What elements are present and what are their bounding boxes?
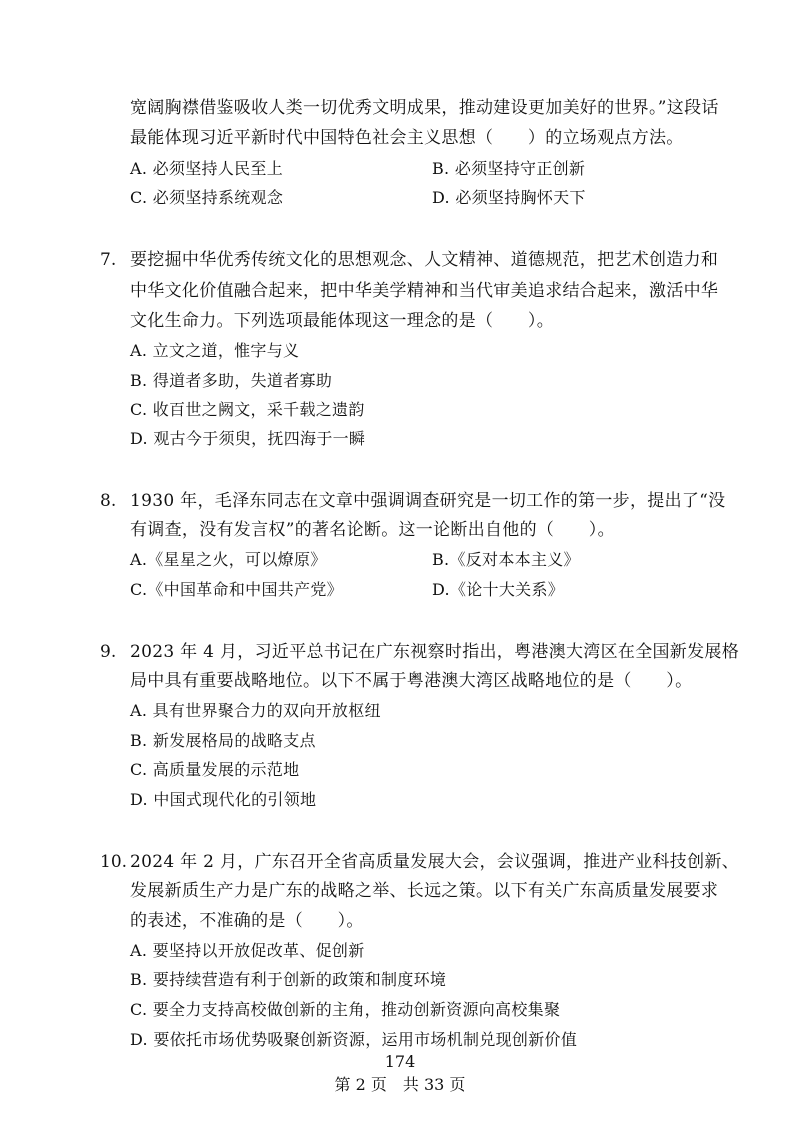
- page-info: 第 2 页 共 33 页: [334, 1075, 466, 1094]
- intro-option-d: D. 必须坚持胸怀天下: [432, 188, 586, 207]
- question-9-number: 9.: [100, 642, 117, 662]
- question-10-option-d: D. 要依托市场优势吸聚创新资源，运用市场机制兑现创新价值: [130, 1030, 578, 1049]
- question-7-option-d: D. 观古今于须臾，抚四海于一瞬: [130, 429, 366, 448]
- question-7-line-2: 中华文化价值融合起来，把中华美学精神和当代审美追求结合起来，激活中华: [130, 281, 719, 301]
- intro-option-a: A. 必须坚持人民至上: [130, 159, 284, 178]
- intro-line-1: 宽阔胸襟借鉴吸收人类一切优秀文明成果，推动建设更加美好的世界。”这段话: [130, 98, 719, 118]
- question-7-line-1: 要挖掘中华优秀传统文化的思想观念、人文精神、道德规范，把艺术创造力和: [130, 250, 719, 270]
- question-10-line-1: 2024 年 2 月，广东召开全省高质量发展大会，会议强调，推进产业科技创新、: [130, 852, 739, 872]
- question-10-option-b: B. 要持续营造有利于创新的政策和制度环境: [130, 970, 447, 989]
- question-7-option-a: A. 立文之道，惟字与义: [130, 341, 300, 360]
- question-8-option-c: C.《中国革命和中国共产党》: [130, 580, 343, 599]
- question-9-option-c: C. 高质量发展的示范地: [130, 760, 300, 779]
- question-7-line-3: 文化生命力。下列选项最能体现这一理念的是（ ）。: [130, 311, 554, 331]
- question-10-number: 10.: [100, 852, 128, 872]
- question-9-line-1: 2023 年 4 月，习近平总书记在广东视察时指出，粤港澳大湾区在全国新发展格: [130, 642, 739, 662]
- question-9-option-a: A. 具有世界聚合力的双向开放枢纽: [130, 701, 381, 720]
- question-8-number: 8.: [100, 491, 117, 511]
- intro-option-b: B. 必须坚持守正创新: [432, 159, 586, 178]
- intro-option-c: C. 必须坚持系统观念: [130, 188, 284, 207]
- question-10-line-2: 发展新质生产力是广东的战略之举、长远之策。以下有关广东高质量发展要求: [130, 881, 719, 901]
- question-8-option-d: D.《论十大关系》: [432, 580, 565, 599]
- page-number: 174: [384, 1052, 416, 1071]
- question-7-number: 7.: [100, 250, 117, 270]
- question-7-option-b: B. 得道者多助，失道者寡助: [130, 371, 333, 390]
- question-10-line-3: 的表述，不准确的是（ ）。: [130, 911, 364, 931]
- question-8-line-2: 有调查，没有发言权”的著名论断。这一论断出自他的（ ）。: [130, 520, 615, 540]
- question-9-line-2: 局中具有重要战略地位。以下不属于粤港澳大湾区战略地位的是（ ）。: [130, 671, 693, 691]
- question-8-option-a: A.《星星之火，可以燎原》: [130, 550, 327, 569]
- question-8-option-b: B.《反对本本主义》: [432, 550, 580, 569]
- question-9-option-d: D. 中国式现代化的引领地: [130, 790, 317, 809]
- question-8-line-1: 1930 年，毛泽东同志在文章中强调调查研究是一切工作的第一步，提出了“没: [130, 491, 726, 511]
- question-9-option-b: B. 新发展格局的战略支点: [130, 731, 316, 750]
- question-10-option-c: C. 要全力支持高校做创新的主角，推动创新资源向高校集聚: [130, 1000, 561, 1019]
- question-7-option-c: C. 收百世之阙文，采千载之遗韵: [130, 400, 365, 419]
- question-10-option-a: A. 要坚持以开放促改革、促创新: [130, 941, 365, 960]
- intro-line-2: 最能体现习近平新时代中国特色社会主义思想（ ）的立场观点方法。: [130, 128, 684, 148]
